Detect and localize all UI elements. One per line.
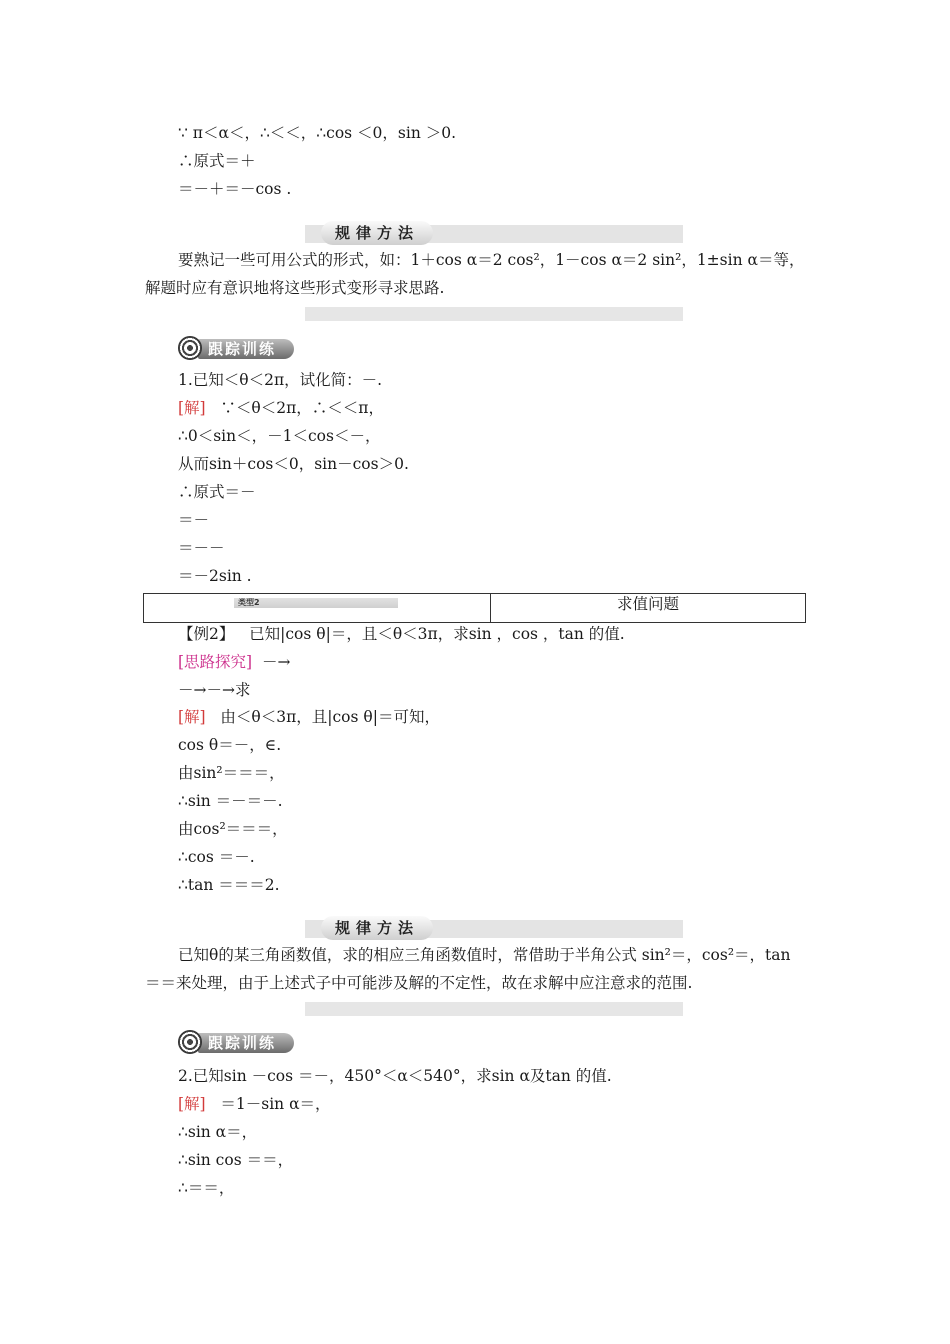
example-text: 已知|cos θ|＝，且＜θ＜3π，求sin ，cos ，tan 的值. [249,625,625,643]
track-training-banner [178,1030,298,1056]
solution-text: ＝1－sin α＝， [220,1095,331,1113]
solution-line: 从而sin＋cos＜0，sin－cos＞0. [178,455,409,473]
text-line: ∴原式＝＋ [178,152,256,170]
solution-line: ＝－－ [178,539,225,557]
solution-line: ∴cos ＝－. [178,848,255,866]
method-label: 规律方法 [321,916,433,940]
type-tag: 类型2 [234,598,398,608]
solution-line: 由sin²＝＝＝， [178,764,285,782]
idea-tag: [思路探究] [178,653,253,671]
text-line: ＝－＋＝－cos . [178,180,292,198]
solution-line: ∴sin ＝－＝－. [178,792,283,810]
method-paragraph: 要熟记一些可用公式的形式，如：1＋cos α＝2 cos²，1－cos α＝2 sin²，1±sin α＝等，解题时应有意识地将这些形式变形寻求思路. [145,251,805,297]
text-line: ∵ π＜α＜，∴＜＜，∴cos ＜0，sin ＞0. [178,124,457,142]
method-banner [305,920,683,938]
solution-line: ＝－ [178,511,210,529]
solution-line: ∴原式＝－ [178,483,256,501]
method-paragraph: 已知θ的某三角函数值，求的相应三角函数值时，常借助于半角公式 sin²＝，cos²＝，tan ＝＝来处理，由于上述式子中可能涉及解的不定性，故在求解中应注意求的范围. [145,946,791,992]
solution-line: 由cos²＝＝＝， [178,820,288,838]
exercise-problem: 2.已知sin －cos ＝－，450°＜α＜540°，求sin α及tan 的值. [178,1067,612,1085]
solution-line: ∴sin α＝， [178,1123,258,1141]
method-banner [305,225,683,243]
example-problem [178,624,625,644]
exercise-problem: 1.已知＜θ＜2π，试化简：－. [178,371,383,389]
solution-line: ∴sin cos ＝＝， [178,1151,294,1169]
example-label: 【例2】 [178,625,235,643]
solution-tag: [解] [178,1095,206,1113]
solution-line: cos θ＝－，∈. [178,736,282,754]
solution-line: ∴tan ＝＝＝2. [178,876,280,894]
idea-line: －→－→求 [178,681,251,699]
idea-line [178,652,290,672]
solution-text: 由＜θ＜3π，且|cos θ|＝可知， [220,708,440,726]
idea-text: －→ [261,653,291,671]
section-divider [305,1002,683,1016]
solution-line [178,1094,331,1114]
type-header-box [143,593,806,623]
solution-tag: [解] [178,708,206,726]
solution-tag: [解] [178,399,206,417]
target-icon [178,336,202,360]
method-label: 规律方法 [321,221,433,245]
type-title: 求值问题 [616,595,679,613]
solution-line [178,398,384,418]
solution-line: ∴＝＝， [178,1179,235,1197]
solution-line: ＝－2sin . [178,567,252,585]
solution-line [178,707,440,727]
target-icon [178,1030,202,1054]
track-training-banner [178,336,298,362]
track-training-label: 跟踪训练 [208,1034,277,1052]
section-divider [305,307,683,321]
solution-line: ∴0＜sin＜，－1＜cos＜－， [178,427,381,445]
solution-text: ∵＜θ＜2π，∴＜＜π， [220,399,384,417]
track-training-label: 跟踪训练 [208,340,277,358]
